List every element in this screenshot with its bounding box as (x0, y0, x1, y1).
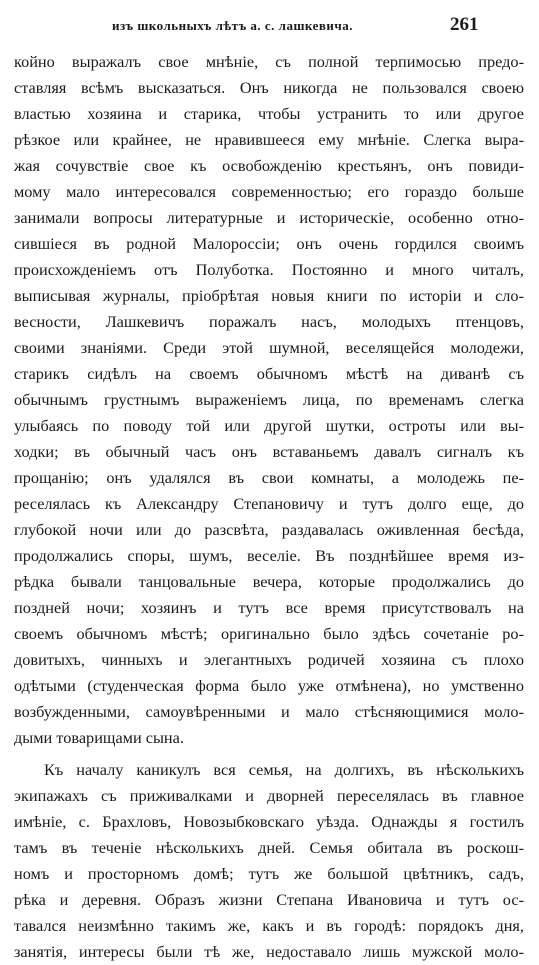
text-line: весности, Лашкевичъ поражалъ насъ, молодыхъ птенцовъ, (14, 312, 524, 331)
text-line: обычнымъ грустнымъ выраженіемъ лица, по временамъ слегка (14, 390, 524, 409)
text-line: улыбаясь по поводу той или другой шутки, остроты или вы- (14, 416, 524, 435)
text-line: одѣтыми (студенческая форма было уже отмѣнена), но умственно (14, 676, 524, 695)
text-line: возбужденными, самоувѣренными и мало стѣсняющимися моло- (14, 702, 524, 721)
text-line: Къ началу каникулъ вся семья, на долгихъ, въ нѣсколькихъ (44, 760, 524, 779)
text-line: койно выражалъ свое мнѣніе, съ полной терпимосью предо- (14, 52, 524, 71)
text-line: продолжались споры, шумъ, веселіе. Въ позднѣйшее время из- (14, 546, 524, 565)
text-line: глубокой ночи или до разсвѣта, раздавалась оживленная бесѣда, (14, 520, 524, 539)
running-head: изъ школьныхъ лѣтъ а. с. лашкевича. (112, 18, 353, 33)
text-line: рѣзкое или крайнее, не нравившееся ему мнѣніе. Слегка выра- (14, 130, 524, 149)
text-line: ставляя всѣмъ высказаться. Онъ никогда не пользовался своею (14, 78, 524, 97)
text-line: довитыхъ, чинныхъ и элегантныхъ родичей хозяина съ плохо (14, 650, 524, 669)
text-line: рѣдка бывали танцовальные вечера, которые продолжались до (14, 572, 524, 591)
text-line: старикъ сидѣлъ на своемъ обычномъ мѣстѣ на диванѣ съ (14, 364, 524, 383)
paragraph-2 (14, 757, 524, 965)
page-header (0, 10, 539, 38)
text-line: прощанію; онъ удалялся въ свои комнаты, а молодежь пе- (14, 468, 524, 487)
text-line: занятія, интересы были тѣ же, недоставало лишь мужской моло- (14, 942, 524, 961)
body-text (14, 49, 524, 965)
text-line: занимали вопросы литературные и историческіе, особенно отно- (14, 208, 524, 227)
text-line: своемъ обычномъ мѣстѣ; оригинально было здѣсь сочетаніе ро- (14, 624, 524, 643)
text-line: имѣніе, с. Брахловъ, Новозыбковскаго уѣзда. Однажды я гостилъ (14, 812, 524, 831)
text-line: ходки; въ обычный часъ онъ вставаньемъ давалъ сигналъ къ (14, 442, 524, 461)
text-line: тамъ въ теченіе нѣсколькихъ дней. Семья обитала въ роскош- (14, 838, 524, 857)
text-line: реселялась къ Александру Степановичу и тутъ долго еще, до (14, 494, 524, 513)
text-line: жая сочувствіе свое къ освобожденію крестьянъ, онъ повиди- (14, 156, 524, 175)
text-line: мому мало интересовался современностью; его гораздо больше (14, 182, 524, 201)
text-line: властью хозяина и старика, чтобы устранить то или другое (14, 104, 524, 123)
text-line: экипажахъ съ приживалками и дворней переселялась въ главное (14, 786, 524, 805)
text-line: сившіеся въ родной Малороссіи; онъ очень гордился своимъ (14, 234, 524, 253)
text-line: поздней ночи; хозяинъ и тутъ все время присутствовалъ на (14, 598, 524, 617)
text-line: происхожденіемъ отъ Полуботка. Постоянно и много читалъ, (14, 260, 524, 279)
text-line: рѣка и деревня. Образъ жизни Степана Ивановича и тутъ ос- (14, 890, 524, 909)
text-line: тавался неизмѣнно такимъ же, какъ и въ городѣ: порядокъ дня, (14, 916, 524, 935)
text-line: своими знаніями. Среди этой шумной, веселящейся молодежи, (14, 338, 524, 357)
text-line: выписывая журналы, пріобрѣтая новыя книги по исторіи и сло- (14, 286, 524, 305)
text-line: дыми товарищами сына. (14, 728, 184, 747)
paragraph-1 (14, 49, 524, 751)
text-line: номъ и просторномъ домѣ; тутъ же большой цвѣтникъ, садъ, (14, 864, 524, 883)
page-number: 261 (450, 14, 479, 35)
